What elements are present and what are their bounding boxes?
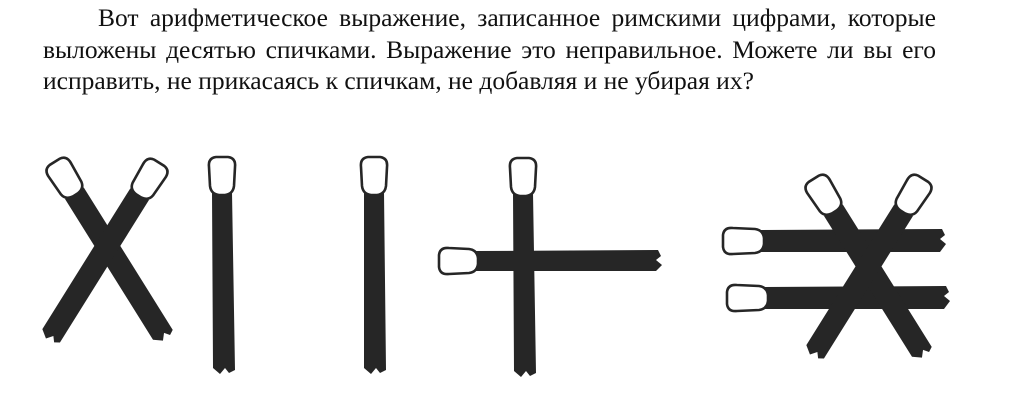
match-i-first — [209, 157, 235, 374]
roman-numeral-i-first — [209, 157, 235, 374]
roman-numeral-x-right — [801, 172, 935, 363]
match-plus-horizontal — [439, 248, 662, 274]
match-plus-vertical — [361, 157, 387, 374]
match-i-second — [510, 158, 536, 377]
roman-numeral-x-left — [37, 155, 176, 347]
roman-numeral-i-second — [510, 158, 536, 377]
puzzle-text: Вот арифметическое выражение, записанное римскими цифрами, которые выложены десятью спичками. Выражение это неправильное. Можете ли вы его исправить, не прикасаясь к спичкам, не добавляя и не убирая их? — [43, 3, 936, 95]
